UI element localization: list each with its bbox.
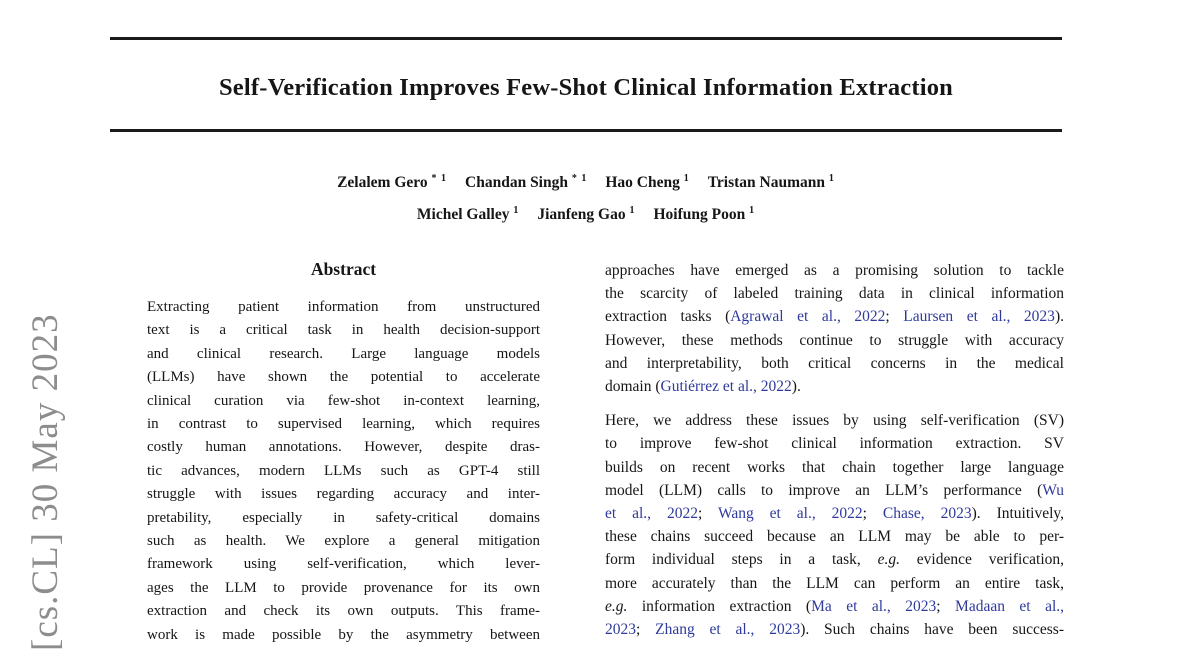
text-line: [605, 329, 1064, 352]
text-line: [605, 375, 1064, 398]
text-segment: to improve few-shot clinical information extraction. SV: [605, 435, 1064, 453]
abstract-line: extraction and check its own outputs. This frame-: [147, 603, 540, 620]
author-name: [417, 206, 519, 223]
text-line: [605, 432, 1064, 455]
author-name-text: Michel Galley: [416, 206, 514, 224]
abstract-line: and clinical research. Large language models: [147, 345, 540, 362]
abstract-line: framework using self-verification, which lever-: [147, 556, 540, 573]
italic-text: e.g.: [605, 597, 628, 615]
text-line: [605, 479, 1064, 502]
abstract-text: [147, 296, 540, 647]
citation-link[interactable]: Gutiérrez et al., 2022: [660, 378, 792, 396]
citation-link[interactable]: 2023: [605, 621, 636, 639]
author-affiliation-sup: 1: [513, 205, 520, 217]
text-line: [605, 525, 1064, 548]
text-segment: domain (: [605, 378, 661, 396]
text-line: [605, 572, 1064, 595]
text-segment: ). Intuitively,: [971, 505, 1065, 523]
text-segment: evidence verification,: [900, 551, 1065, 569]
text-segment: ;: [636, 621, 656, 639]
author-line: [110, 165, 1062, 197]
citation-link[interactable]: Zhang et al., 2023: [655, 621, 801, 639]
text-segment: and interpretability, both critical concerns in the medical: [605, 354, 1064, 372]
text-segment: more accurately than the LLM can perform an entire task,: [605, 574, 1064, 592]
text-line: [605, 548, 1064, 571]
author-name: [605, 174, 689, 191]
abstract-line: in contrast to supervised learning, which requires: [147, 416, 540, 433]
text-line: [605, 259, 1064, 282]
author-name: [653, 206, 755, 223]
text-line: [605, 595, 1064, 618]
text-line: [605, 456, 1064, 479]
text-segment: approaches have emerged as a promising solution to tackle: [605, 262, 1064, 279]
author-affiliation-sup: 1: [828, 173, 835, 184]
title-rule-bottom: [110, 129, 1062, 132]
abstract-line: pretability, especially in safety-critical domains: [147, 509, 540, 526]
citation-link[interactable]: Laursen et al., 2023: [903, 308, 1055, 326]
body-paragraph: [605, 409, 1064, 641]
author-affiliation-sup: 1: [749, 205, 756, 217]
abstract-line: text is a critical task in health decision-support: [147, 322, 540, 339]
abstract-line: clinical curation via few-shot in-context learning,: [147, 392, 540, 409]
arxiv-watermark: [cs.CL] 30 May 2023: [25, 313, 66, 651]
author-name-text: Chandan Singh: [465, 174, 572, 192]
author-name-text: Tristan Naumann: [707, 174, 829, 192]
title-rule-top: [110, 37, 1062, 40]
text-segment: ;: [936, 597, 956, 615]
author-name-text: Zelalem Gero: [337, 174, 432, 192]
text-segment: information extraction (: [627, 597, 812, 615]
author-affiliation-sup: * 1: [431, 173, 448, 184]
author-line: [110, 197, 1062, 229]
text-segment: Here, we address these issues by using self-verification (SV): [605, 412, 1064, 430]
text-segment: builds on recent works that chain together large language: [605, 458, 1064, 476]
abstract-line: (LLMs) have shown the potential to accelerate: [147, 369, 540, 386]
citation-link[interactable]: et al., 2022: [605, 505, 698, 523]
abstract-heading: Abstract: [310, 259, 377, 279]
author-affiliation-sup: 1: [629, 205, 636, 217]
author-name: [708, 174, 835, 191]
text-segment: these chains succeed because an LLM may be able to per-: [605, 528, 1064, 546]
abstract-line: Extracting patient information from unstructured: [147, 299, 540, 315]
citation-link[interactable]: Wang et al., 2022: [717, 505, 863, 523]
abstract-line: such as health. We explore a general mitigation: [147, 533, 540, 550]
text-segment: extraction tasks (: [605, 308, 731, 326]
abstract-line: tic advances, modern LLMs such as GPT-4 still: [147, 462, 540, 479]
text-segment: ;: [885, 308, 904, 326]
author-name: [337, 174, 447, 191]
text-line: [605, 502, 1064, 525]
abstract-line: costly human annotations. However, despite dras-: [147, 439, 540, 456]
italic-text: e.g.: [877, 551, 900, 569]
citation-link[interactable]: Agrawal et al., 2022: [730, 308, 886, 326]
text-segment: the scarcity of labeled training data in clinical information: [605, 285, 1064, 303]
text-line: [605, 409, 1064, 432]
author-name-text: Hoifung Poon: [653, 206, 750, 224]
text-segment: ). Such chains have been success-: [800, 621, 1064, 639]
text-segment: ;: [862, 505, 883, 523]
body-paragraph: [605, 259, 1064, 398]
citation-link[interactable]: Ma et al., 2023: [811, 597, 937, 615]
text-line: [605, 352, 1064, 375]
right-column: [605, 259, 1064, 652]
abstract-line: struggle with issues regarding accuracy and inter-: [147, 486, 540, 503]
text-segment: ).: [791, 378, 801, 396]
author-name: [465, 174, 587, 191]
text-segment: ;: [698, 505, 718, 523]
author-affiliation-sup: * 1: [571, 173, 588, 184]
text-segment: ).: [1054, 308, 1064, 326]
text-segment: However, these methods continue to struggle with accuracy: [605, 331, 1064, 349]
paper-title: Self-Verification Improves Few-Shot Clinical Information Extraction: [218, 74, 954, 101]
citation-link[interactable]: Chase, 2023: [882, 505, 972, 523]
author-name-text: Hao Cheng: [605, 174, 684, 192]
abstract-line: ages the LLM to provide provenance for its own: [147, 579, 540, 596]
text-line: [605, 282, 1064, 305]
text-line: [605, 618, 1064, 641]
text-segment: model (LLM) calls to improve an LLM’s performance (: [605, 481, 1043, 499]
citation-link[interactable]: Wu: [1042, 481, 1064, 499]
citation-link[interactable]: Madaan et al.,: [955, 597, 1065, 615]
author-name-text: Jianfeng Gao: [537, 206, 630, 224]
author-block: [110, 165, 1062, 229]
text-line: [605, 305, 1064, 328]
author-name: [537, 206, 635, 223]
author-affiliation-sup: 1: [683, 173, 690, 184]
abstract-line: work is made possible by the asymmetry between: [147, 626, 540, 643]
text-segment: form individual steps in a task,: [605, 551, 878, 569]
